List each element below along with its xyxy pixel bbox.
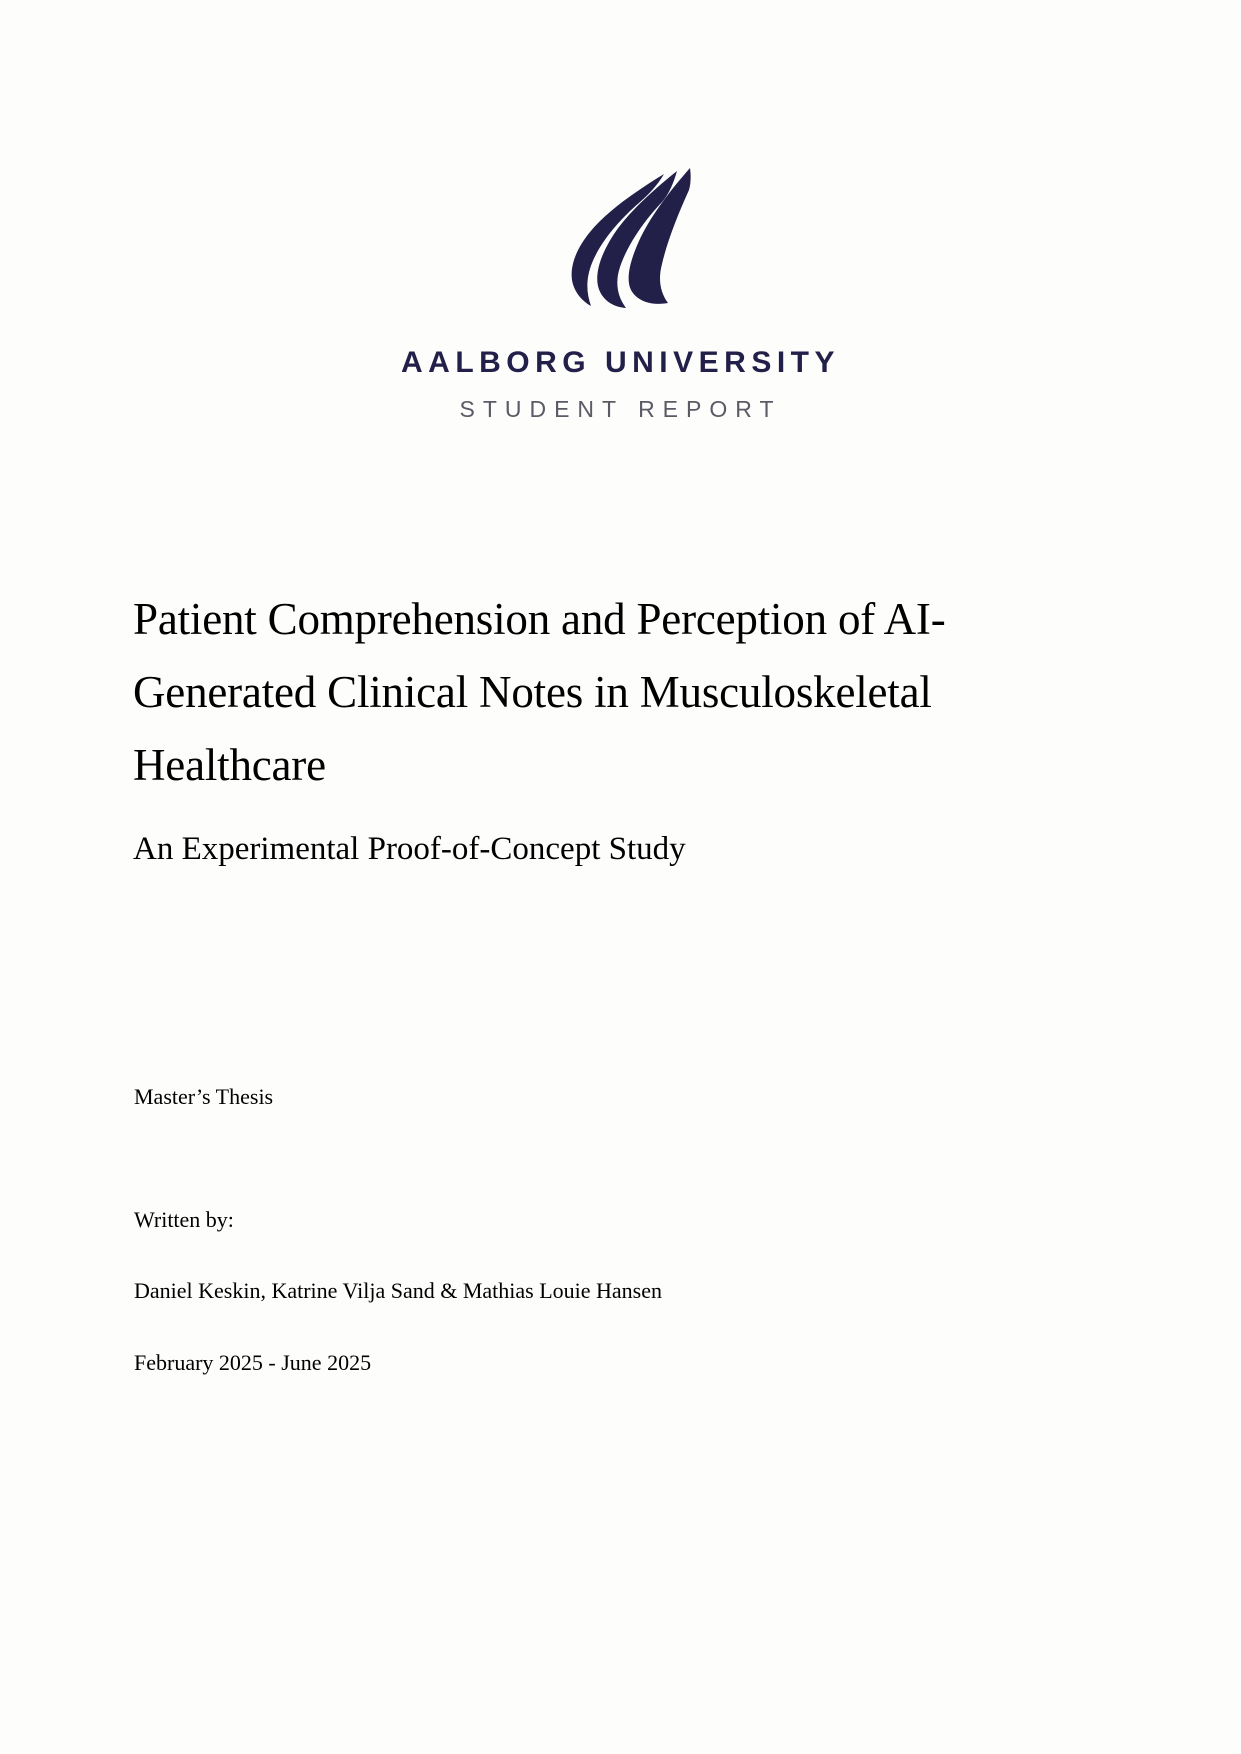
logo-sub-wordmark: STUDENT REPORT	[459, 396, 782, 422]
page-title: Patient Comprehension and Perception of AI-Generated Clinical Notes in Musculoskeletal Healthcare	[133, 594, 946, 790]
written-by-label: Written by:	[134, 1206, 234, 1232]
logo-wordmark: AALBORG UNIVERSITY	[400, 346, 841, 379]
spacer	[134, 1306, 1034, 1348]
page-subtitle: An Experimental Proof-of-Concept Study	[133, 830, 686, 867]
cover-metadata-block	[134, 1082, 1034, 1378]
thesis-type: Master’s Thesis	[134, 1084, 274, 1109]
university-logo-block	[0, 168, 1241, 421]
aalborg-university-seagull-logo-icon	[546, 168, 696, 308]
spacer	[134, 1234, 1034, 1276]
spacer	[134, 1112, 1034, 1205]
author-list: Daniel Keskin, Katrine Vilja Sand & Mathias Louie Hansen	[134, 1278, 662, 1304]
date-range: February 2025 - June 2025	[134, 1350, 372, 1376]
title-block	[133, 583, 1013, 875]
